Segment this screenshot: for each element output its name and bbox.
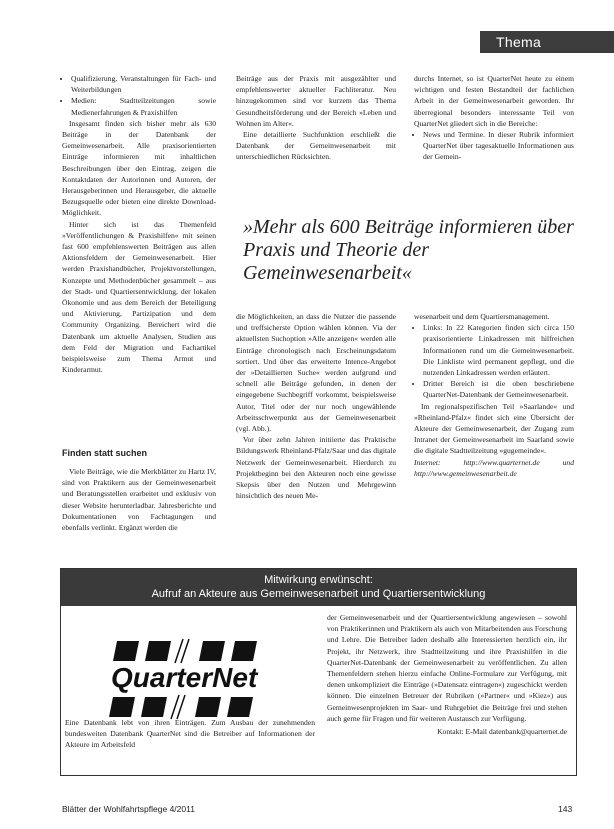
column-2 — [236, 73, 396, 163]
paragraph: durchs Internet, so ist QuarterNet heute zu einem wichtigen und festen Bestandteil der fachlichen Arbeit in der Gemeinwesenarbeit geworden. Ihr überregional besonders interessante Teil von QuarterNet gliedert sich in die Bereiche: — [414, 74, 574, 128]
paragraph: Hinter sich ist das Themenfeld »Veröffentlichungen & Praxishilfen« mit seinen fast 600 empfehlenswerten Beiträgen aus allen Aktionsfeldern der Gemeinwesenarbeit. Hier werden Praxishandbücher, Projektvorstellungen, Konzepte und Methodenbücher gesammelt – aus der Stadt- und Quartiersentwicklung, der lokalen Ökonomie und aus dem Bereich der Beteiligung und Aktivierung, Partizipation und dem Community Organizing. Bereichert wird die Datenbank um aktuelle Analysen, Studien aus dem Feld der Migration und Fachartikel beispielsweise zum Thema Armut und Kinderarmut. — [62, 219, 216, 375]
list-item: • Medien: Stadtteilzeitungen sowie Medienerfahrungen & Praxishilfen — [71, 95, 216, 117]
contact-line[interactable]: Kontakt: E-Mail datenbank@quarternet.de — [437, 727, 567, 737]
internet-links[interactable]: Internet: http://www.quarternet.de und http://www.gemeinwesenarbeit.de — [414, 457, 574, 478]
paragraph: Eine detaillierte Suchfunktion erschließt die Datenbank der Gemeinwesenarbeit mit unterschiedlichen Rücksichten. — [236, 130, 396, 162]
box-left-text: Eine Datenbank lebt von ihren Einträgen. Zum Ausbau der zunehmenden bundesweiten Datenbank QuarterNet sind die Betreiber auf Informationen der Akteure im Arbeitsfeld — [65, 718, 315, 750]
box-right-text — [327, 612, 567, 737]
column-3-lower — [414, 311, 574, 479]
paragraph: Insgesamt finden sich bisher mehr als 630 Beiträge in der Datenbank der Gemeinwesenarbeit. Alle praxisorientierten Einträge informieren mit inhaltlichen Beschreibungen über den Eintrag, zeigen die Kontaktdaten der Autorinnen und Autoren, der Herausgeberinnen und Herausgeber, die aktuelle Bezugsquelle oder bieten eine direkte Download-Möglichkeit. — [62, 118, 216, 218]
box-title: Mitwirkung erwünscht: — [264, 574, 373, 586]
paragraph: Viele Beiträge, wie die Merkblätter zu Hartz IV, sind von Praktikern aus der Gemeinwesenarbeit und Beratungsstellen erarbeitet und exklusiv von dieser Website herunterladbar. Jahresberichte und Dokumentationen von Fachtagungen und ebenfalls verlinkt. Ergänzt werden die — [62, 467, 216, 533]
paragraph: Beiträge aus der Praxis mit ausgezählter und empfehlenswerter aktueller Fachliteratur. Neu hinzugekommen sind vor kurzem das Thema Gesundheitsförderung und der Bereich »Leben und Wohnen im Alter«. — [236, 74, 396, 128]
list-item: • Links: In 22 Kategorien finden sich circa 150 praxisorientierte Linkadressen mit hilfreichen Informationen rund um die Gemeinwesenarbeit. Die Linkliste wird permanent gepflegt, und die nutzenden Linkadressen werden erläutert. — [423, 322, 574, 378]
paragraph: Vor über zehn Jahren initiierte das Praktische Bildungswerk Rheinland-Pfalz/Saar und das digitale Netzwerk der Gemeinwesenarbeit. Hierdurch zu Projektbeginn bei den Akteuren noch eine gewisse Skepsis über den Nutzen und Mehrgewinn hinsichtlich des neuen Me- — [236, 435, 396, 501]
list-item: • Dritter Bereich ist die oben beschriebene QuarterNet-Datenbank der Gemeinwesenarbeit. — [423, 378, 574, 400]
list-item: • News und Termine. In dieser Rubrik informiert QuarterNet über tagesaktuelle Informationen aus der Gemein- — [423, 129, 574, 163]
paragraph: wesenarbeit und dem Quartiersmanagement. — [414, 312, 550, 321]
call-to-action-box — [60, 568, 577, 776]
list-item: • Qualifizierung, Veranstaltungen für Fach- und Weiterbildungen — [71, 73, 216, 95]
logo-text: QuarterNet — [111, 662, 258, 693]
section-heading: Finden statt suchen — [62, 448, 148, 458]
paragraph: Im regionalspezifischen Teil »Saarlande« und »Rheinland-Pfalz« findet sich eine Übersicht der Akteure der Gemeinwesenarbeit, der Zugang zum Intranet der Gemeinwesenarbeit im Saarland sowie die digitale Stadtteilzeitung »gugemeinde«. — [414, 401, 574, 456]
footer-journal: Blätter der Wohlfahrtspflege 4/2011 — [62, 804, 195, 814]
column-1-lower — [62, 466, 216, 533]
column-2-lower — [236, 311, 396, 501]
paragraph: der Gemeinwesenarbeit und der Quartiersentwicklung angewiesen – sowohl von Praktikerinnen und Praktikern als auch von Mitarbeitenden aus Forschung und Lehre. Die Betreiber laden deshalb alle Interessierten herzlich ein, ihr Projekt, ihr Netzwerk, ihre Stadtteilzeitung und ihre Praxishilfen in die QuarterNet-Datenbank der Gemeinwesenarbeit zu veröffentlichen. Zu allen Themenfeldern stehen hierzu einfache Online-Formulare zur Verfügung, mit denen unkompliziert die Einträge (»Datensatz eintragen«) zugeschickt werden können. Die einzelnen Betreuer der Rubriken (»Partner« und »Kiez«) aus Gemeinwesenprojekten im Saar- und Ruhrgebiet die Beiträge frei und stehen auch gerne für Fragen und für weiteren Austausch zur Verfügung. — [327, 613, 567, 723]
box-header — [61, 569, 576, 606]
column-3 — [414, 73, 574, 163]
paragraph: die Möglichkeiten, an dass die Nutzer die passende und treffsicherste Option wählen können. Via der aktuellsten Suchoption »Alle anzeigen« werden alle Einträge chronologisch nach Erscheinungsdatum sortiert. Und über das erweiterte Intence-Angebot der »Detaillierten Suche« werden aufgrund und schnell alle Beiträge gefunden, in denen der eingegebene Suchbegriff vorkommt, beispielsweise Autor, Titel oder der nur noch ungewählende Arbeitsschwerpunkt aus der Gemeinwesenarbeit (vgl. Abb.). — [236, 312, 396, 434]
column-1 — [62, 73, 216, 375]
bullet-list — [62, 73, 216, 118]
page-number: 143 — [558, 804, 573, 814]
pull-quote: »Mehr als 600 Beiträge informieren über Praxis und Theorie der Gemeinwesenarbeit« — [243, 216, 574, 284]
box-subtitle: Aufruf an Akteure aus Gemeinwesenarbeit und Quartiersentwicklung — [151, 588, 486, 600]
section-label: Thema — [480, 31, 614, 53]
bullet-list — [414, 322, 574, 400]
bullet-list — [414, 129, 574, 163]
